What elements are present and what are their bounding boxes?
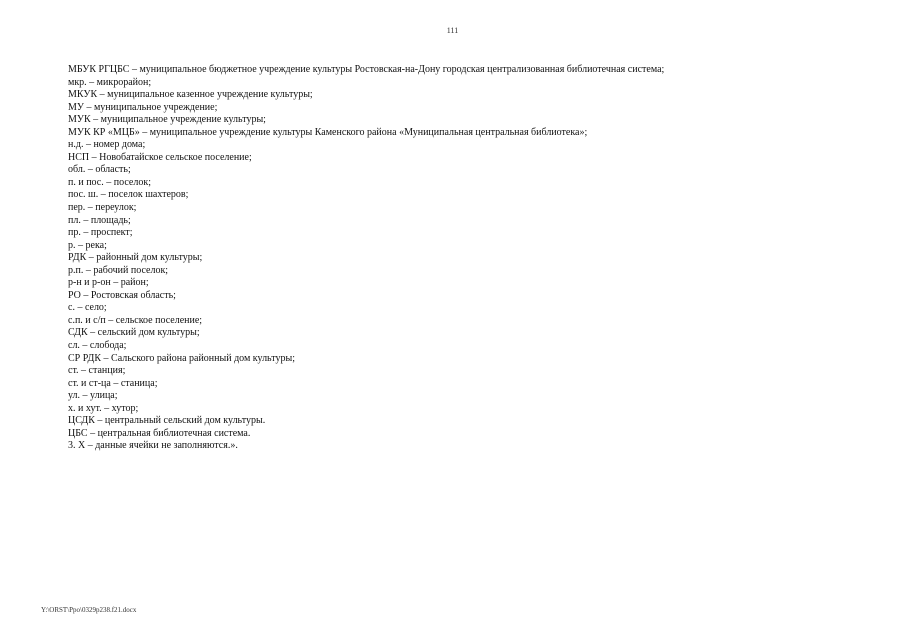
list-item: с. – село; [68, 302, 107, 314]
list-item: пос. ш. – поселок шахтеров; [68, 189, 189, 201]
list-item: ст. и ст-ца – станица; [68, 377, 158, 389]
list-item: ул. – улица; [68, 390, 118, 402]
list-item: п. и пос. – поселок; [68, 176, 151, 188]
list-item: ЦСДК – центральный сельский дом культуры. [68, 415, 266, 427]
list-item: ЦБС – центральная библиотечная система. [68, 427, 251, 439]
list-item: НСП – Новобатайское сельское поселение; [68, 151, 252, 163]
list-item: пл. – площадь; [68, 214, 131, 226]
list-item: СДК – сельский дом культуры; [68, 327, 200, 339]
list-item: обл. – область; [68, 164, 131, 176]
list-item: пр. – проспект; [68, 227, 133, 239]
list-item: 3. Х – данные ячейки не заполняются.». [68, 440, 238, 452]
list-item: РДК – районный дом культуры; [68, 252, 203, 264]
list-item: ст. – станция; [68, 365, 126, 377]
list-item: пер. – переулок; [68, 202, 137, 214]
footer-file-path: Y:\ORST\Ppo\0329p238.f21.docx [41, 606, 137, 614]
list-item: сл. – слобода; [68, 340, 127, 352]
list-item: н.д. – номер дома; [68, 139, 146, 151]
page-number: 111 [446, 26, 459, 35]
list-item: МУК КР «МЦБ» – муниципальное учреждение культуры Каменского района «Муниципальная центральная библиотека»; [68, 126, 588, 138]
list-item: МУК – муниципальное учреждение культуры; [68, 114, 266, 126]
list-item: МУ – муниципальное учреждение; [68, 101, 218, 113]
list-item: с.п. и с/п – сельское поселение; [68, 314, 203, 326]
list-item: р. – река; [68, 239, 107, 251]
list-item: мкр. – микрорайон; [68, 76, 152, 88]
list-item: МКУК – муниципальное казенное учреждение культуры; [68, 89, 313, 101]
list-item: МБУК РГЦБС – муниципальное бюджетное учреждение культуры Ростовская-на-Дону городская централизованная библиотечная система; [68, 64, 665, 75]
abbreviation-list [68, 64, 868, 453]
list-item: р-н и р-он – район; [68, 277, 149, 289]
list-item: РО – Ростовская область; [68, 289, 176, 301]
list-item: х. и хут. – хутор; [68, 402, 139, 414]
list-item: СР РДК – Сальского района районный дом культуры; [68, 352, 295, 364]
list-item: р.п. – рабочий поселок; [68, 264, 169, 276]
